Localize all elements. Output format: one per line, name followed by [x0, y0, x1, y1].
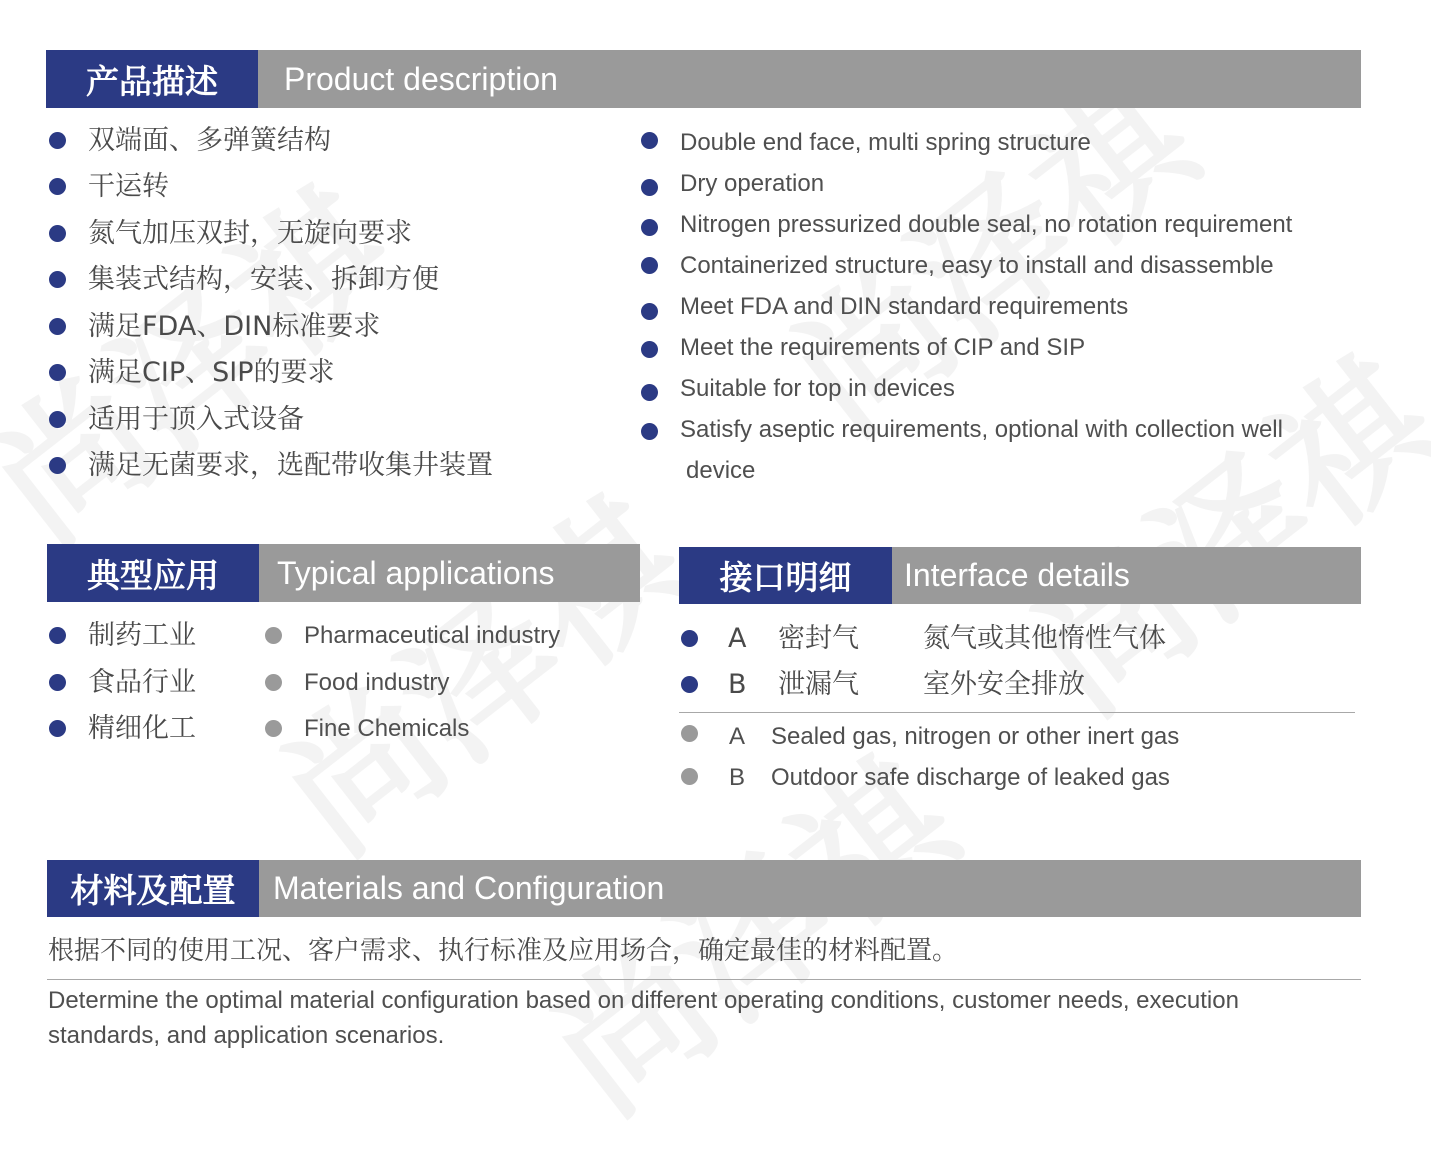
bullet-icon	[641, 257, 658, 274]
interface-name: 泄漏气	[778, 669, 859, 700]
list-item: Suitable for top in devices	[680, 375, 955, 402]
typical-applications-header	[47, 544, 640, 602]
section-title-en: Interface details	[892, 547, 1361, 604]
product-description-header	[46, 50, 1361, 108]
bullet-icon	[49, 225, 66, 242]
bullet-icon	[681, 676, 698, 693]
bullet-icon	[641, 384, 658, 401]
section-title-cn: 产品描述	[46, 50, 258, 108]
bullet-icon	[49, 364, 66, 381]
list-item: 满足无菌要求，选配带收集井装置	[88, 450, 493, 481]
bullet-icon	[49, 674, 66, 691]
bullet-icon	[49, 457, 66, 474]
interface-code: B	[728, 669, 747, 700]
bullet-icon	[49, 411, 66, 428]
bullet-icon	[49, 271, 66, 288]
bullet-icon	[641, 132, 658, 149]
bullet-icon	[49, 627, 66, 644]
watermark	[231, 444, 719, 891]
bullet-icon	[641, 341, 658, 358]
bullet-icon	[49, 318, 66, 335]
application-item-en: Fine Chemicals	[304, 715, 470, 742]
list-item: Meet FDA and DIN standard requirements	[680, 293, 1129, 320]
bullet-icon	[681, 630, 698, 647]
bullet-icon	[49, 132, 66, 149]
bullet-icon	[265, 720, 282, 737]
section-title-cn: 材料及配置	[47, 860, 259, 917]
materials-text-en: standards, and application scenarios.	[48, 1022, 445, 1049]
bullet-icon	[681, 725, 698, 742]
list-item: Containerized structure, easy to install and disassemble	[680, 252, 1274, 279]
materials-header	[47, 860, 1361, 917]
section-title-cn: 典型应用	[47, 544, 259, 602]
list-item: Dry operation	[680, 170, 825, 197]
application-item-en: Food industry	[304, 669, 450, 696]
list-item: 干运转	[88, 171, 169, 202]
bullet-icon	[681, 768, 698, 785]
bullet-icon	[641, 423, 658, 440]
list-item: Meet the requirements of CIP and SIP	[680, 334, 1086, 361]
list-item: 适用于顶入式设备	[88, 404, 304, 435]
divider	[47, 979, 1361, 980]
list-item: 满足CIP、SIP的要求	[88, 357, 335, 388]
materials-text-cn: 根据不同的使用工况、客户需求、执行标准及应用场合，确定最佳的材料配置。	[48, 936, 959, 966]
bullet-icon	[641, 219, 658, 236]
list-item: 双端面、多弹簧结构	[88, 125, 331, 156]
application-item-en: Pharmaceutical industry	[304, 622, 561, 649]
interface-code: A	[729, 723, 746, 750]
interface-name: 密封气	[778, 623, 859, 654]
list-item: Satisfy aseptic requirements, optional with collection well	[680, 416, 1283, 443]
list-item: Nitrogen pressurized double seal, no rotation requirement	[680, 211, 1293, 238]
application-item-cn: 精细化工	[88, 713, 196, 744]
materials-text-en: Determine the optimal material configuration based on different operating conditions, customer needs, execution	[48, 987, 1239, 1014]
interface-desc: 氮气或其他惰性气体	[923, 623, 1166, 654]
bullet-icon	[265, 674, 282, 691]
bullet-icon	[641, 179, 658, 196]
section-title-en: Product description	[258, 50, 1361, 108]
section-title-en: Materials and Configuration	[259, 860, 1361, 917]
divider	[679, 712, 1355, 713]
interface-code: A	[728, 623, 747, 654]
section-title-en: Typical applications	[259, 544, 640, 602]
interface-desc: 室外安全排放	[923, 669, 1085, 700]
bullet-icon	[641, 303, 658, 320]
list-item: 集装式结构，安装、拆卸方便	[88, 264, 439, 295]
list-item-continuation: device	[686, 457, 756, 484]
interface-code: B	[729, 764, 746, 791]
interface-details-header	[679, 547, 1361, 604]
bullet-icon	[49, 720, 66, 737]
interface-desc: Sealed gas, nitrogen or other inert gas	[771, 723, 1180, 750]
application-item-cn: 食品行业	[88, 667, 196, 698]
bullet-icon	[265, 627, 282, 644]
list-item: 氮气加压双封，无旋向要求	[88, 218, 412, 249]
bullet-icon	[49, 178, 66, 195]
application-item-cn: 制药工业	[88, 620, 196, 651]
list-item: Double end face, multi spring structure	[680, 129, 1091, 156]
interface-desc: Outdoor safe discharge of leaked gas	[771, 764, 1170, 791]
section-title-cn: 接口明细	[679, 547, 892, 604]
list-item: 满足FDA、DIN标准要求	[88, 311, 381, 342]
